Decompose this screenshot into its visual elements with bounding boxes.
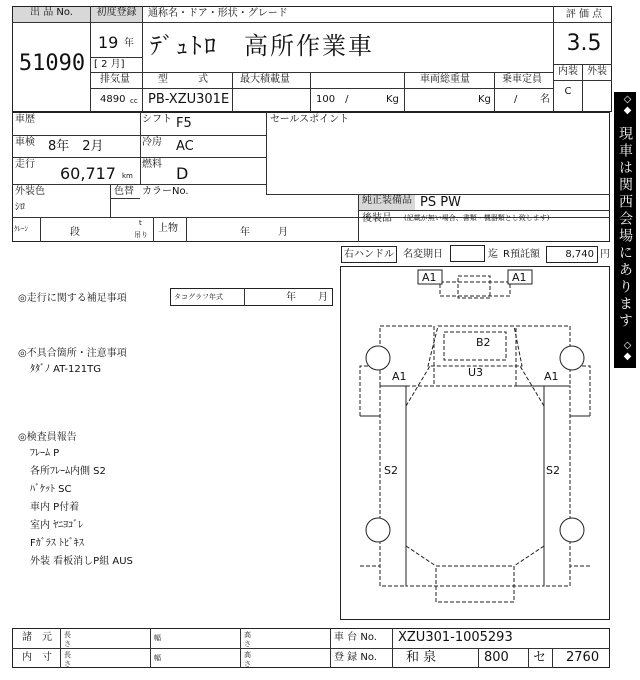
history-label: 車歴 (15, 114, 35, 125)
year-unit: 年 (124, 38, 134, 49)
name-change-box (450, 245, 485, 262)
crane-label: ｸﾚｰﾝ (14, 225, 28, 233)
color-no-label: 色替 (114, 186, 134, 197)
inspector-label: ◎検査員報告 (18, 432, 77, 443)
reg-place: 和 泉 (406, 650, 437, 665)
footer-spec-label: 諸 元 (22, 632, 52, 643)
truck-diagram (340, 266, 610, 620)
displacement-label: 排気量 (100, 74, 130, 85)
crane-ton: t (139, 219, 142, 227)
car-name: ﾃﾞｭﾄﾛ 高所作業車 (150, 32, 374, 60)
inspection-label: 車検 (15, 137, 35, 148)
inspector-line-6: Fｶﾞﾗｽ ﾄﾋﾞｷｽ (30, 538, 84, 549)
inspector-line-5: 室内 ﾔﾆﾖｺﾞﾚ (30, 520, 84, 531)
gross-weight-label: 車両総重量 (420, 74, 470, 85)
first-reg-month: [ 2 月] (94, 59, 125, 70)
recycle-label: R預託額 (503, 249, 540, 260)
displacement-unit: cc (130, 97, 138, 105)
reg-class: 800 (484, 650, 509, 665)
mileage-label: 走行 (15, 159, 35, 170)
mark-u3: U3 (468, 366, 484, 379)
crane-lift: 吊り (134, 231, 148, 239)
grade-value: 3.5 (566, 31, 602, 56)
mark-a1-left-top: A1 (422, 271, 437, 284)
footer-height-label-1: 高さ (244, 631, 251, 648)
mark-a1-left: A1 (392, 370, 407, 383)
equipment-label: 純正装備品 (359, 195, 415, 210)
lot-number: 51090 (18, 51, 86, 76)
ext-color-label: 外装色 (15, 186, 45, 197)
mileage-value: 60,717 (60, 164, 116, 183)
sales-point-label: セールスポイント (270, 114, 350, 125)
shift-value: F5 (176, 116, 192, 131)
reg-label: 登 録 No. (334, 652, 377, 663)
inspection-value: 8年 2月 (48, 139, 104, 154)
right-handle-box: 右ハンドル (341, 246, 397, 263)
upper-label: 上物 (158, 223, 178, 234)
banner-text: 現車は関西会場にあります (617, 126, 633, 330)
interior-label: 内装 (558, 66, 578, 77)
recycle-value: 8,740 (546, 246, 598, 263)
mark-a1-right-top: A1 (512, 271, 527, 284)
fuel-value: D (176, 164, 189, 183)
max-load-value: 100 / (316, 94, 349, 105)
tacho-label: タコグラフ年式 (174, 293, 223, 301)
max-load-unit: Kg (386, 94, 399, 105)
ac-value: AC (176, 139, 194, 154)
first-reg-year: 19 (98, 33, 119, 52)
color-code-label: カラーNo. (142, 186, 189, 197)
mileage-unit: km (122, 172, 133, 180)
interior-grade: C (564, 86, 572, 97)
footer-length-label-1: 長さ (64, 631, 71, 648)
upper-month: 月 (278, 227, 288, 238)
side-banner (614, 92, 636, 368)
exterior-label: 外装 (587, 66, 607, 77)
aftermarket-label: 後装品 (362, 213, 392, 224)
reg-kana: セ (533, 650, 547, 665)
defects-label: ◎不具合箇所・注意事項 (18, 348, 127, 359)
name-label: 通称名・ドア・形状・グレード (148, 8, 288, 19)
chassis-label: 車 台 No. (334, 632, 377, 643)
footer-width-label-2: 幅 (154, 654, 161, 662)
shift-label: シフト (142, 114, 172, 125)
inspector-line-1: ﾌﾚｰﾑ P (30, 448, 60, 459)
inspector-line-4: 車内 P付着 (30, 502, 80, 513)
mark-s2-right: S2 (546, 464, 560, 477)
displacement-value: 4890 (100, 94, 126, 105)
crane-stage: 段 (70, 227, 80, 238)
name-change-mark: 迄 (488, 249, 498, 260)
banner-marks-bottom: ◇◆ (622, 340, 633, 362)
footer-inner-label: 内 寸 (22, 652, 52, 663)
tacho-month: 月 (318, 292, 328, 303)
gross-weight-unit: Kg (478, 94, 491, 105)
fuel-label: 燃料 (142, 159, 162, 170)
inspector-line-2: 各所ﾌﾚｰﾑ内側 S2 (30, 466, 106, 477)
first-reg-label: 初度登録 (91, 7, 142, 22)
ext-color-value: ｼﾛ (15, 202, 25, 213)
upper-year: 年 (240, 227, 250, 238)
inspector-line-7: 外装 看板消しP組 AUS (30, 556, 133, 567)
lot-label: 出 品 No. (13, 7, 90, 22)
footer-height-label-2: 高さ (244, 651, 251, 668)
footer-width-label-1: 幅 (154, 634, 161, 642)
ac-label: 冷房 (142, 137, 162, 148)
model-value: PB-XZU301E (148, 92, 230, 107)
tacho-year: 年 (286, 292, 296, 303)
inspector-line-3: ﾊﾞｹｯﾄ SC (30, 484, 72, 495)
recycle-yen: 円 (600, 249, 610, 260)
max-load-label: 最大積載量 (240, 74, 290, 85)
driving-notes-label: ◎走行に関する補足事項 (18, 293, 127, 304)
mark-b2: B2 (476, 336, 491, 349)
chassis-value: XZU301-1005293 (398, 630, 513, 645)
reg-number: 2760 (566, 650, 600, 665)
banner-marks-top: ◇◆ (622, 94, 633, 116)
capacity-value: / (514, 94, 518, 105)
mark-a1-right: A1 (544, 370, 559, 383)
aftermarket-note: (記載が無い場合、書類・機器類とし致します) (404, 214, 550, 222)
mark-s2-left: S2 (384, 464, 398, 477)
capacity-unit: 名 (540, 94, 550, 105)
grade-label: 評 価 点 (565, 9, 603, 20)
equipment-value: PS PW (420, 195, 461, 210)
capacity-label: 乗車定員 (502, 74, 542, 85)
model-label: 型 式 (158, 74, 208, 85)
footer-length-label-2: 長さ (64, 651, 71, 668)
defects-text: ﾀﾀﾞﾉ AT-121TG (30, 364, 101, 375)
name-change-label: 名変期日 (403, 249, 443, 260)
